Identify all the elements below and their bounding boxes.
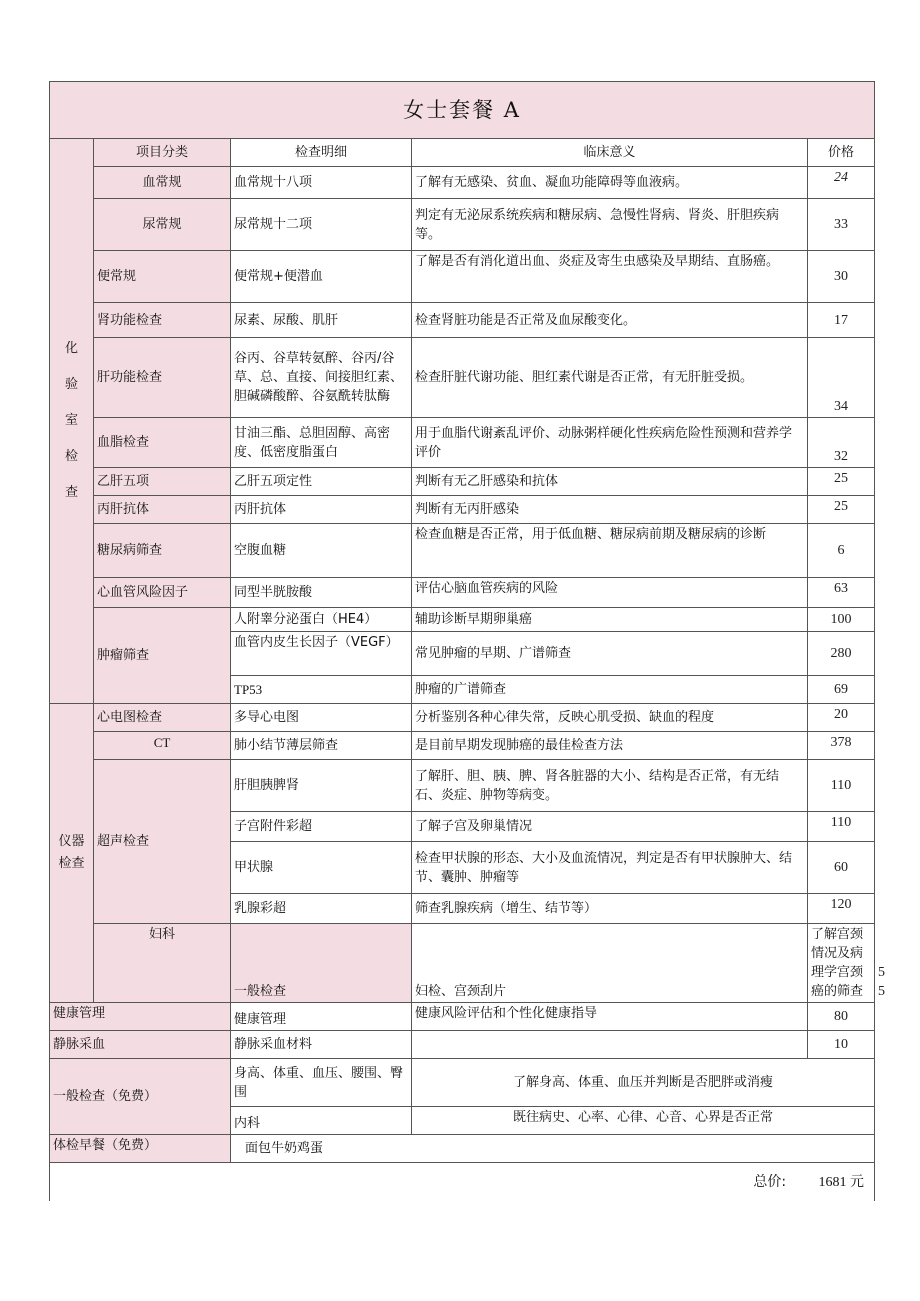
detail-cell: 子宫附件彩超 — [231, 812, 412, 842]
table-row — [50, 303, 875, 338]
table-row: 妇科 一般检查 妇检、宫颈刮片 了解宫颈情况及病理学宫颈癌的筛查 55 — [50, 924, 875, 1003]
detail-cell: 便常规+便潜血 — [231, 251, 412, 303]
header-category: 项目分类 — [94, 139, 231, 167]
category-cell: 血常规 — [94, 167, 231, 199]
table-row — [50, 704, 875, 732]
price-cell: 33 — [808, 199, 875, 251]
category-cell: 一般检查 — [231, 924, 412, 1003]
lab-group-char: 验 — [64, 377, 78, 392]
meaning-cell: 了解有无感染、贫血、凝血功能障碍等血液病。 — [412, 167, 808, 199]
detail-cell: 空腹血糖 — [231, 524, 412, 578]
total-row — [50, 1163, 875, 1202]
detail-cell: 人附睾分泌蛋白（HE4） — [231, 608, 412, 632]
price-cell: 100 — [808, 608, 875, 632]
table-row — [50, 760, 875, 812]
total-value: 1681 元 — [818, 1174, 864, 1190]
meaning-cell: 判断有无乙肝感染和抗体 — [412, 468, 808, 496]
table-row — [50, 468, 875, 496]
meaning-cell: 肿瘤的广谱筛查 — [412, 676, 808, 704]
breakfast-detail-cell: 面包牛奶鸡蛋 — [231, 1135, 875, 1163]
table-row — [50, 1135, 875, 1163]
meaning-cell: 检查甲状腺的形态、大小及血流情况，判定是否有甲状腺肿大、结节、囊肿、肿瘤等 — [412, 842, 808, 894]
detail-cell: 尿常规十二项 — [231, 199, 412, 251]
instrument-group-line: 仪器 — [58, 834, 85, 849]
lab-group-cell — [50, 139, 94, 704]
package-sheet — [49, 81, 885, 1201]
price-cell: 24 — [808, 167, 875, 199]
page-title: 女士套餐 A — [50, 82, 875, 139]
table-row — [50, 608, 875, 632]
header-detail: 检查明细 — [231, 139, 412, 167]
category-cell: 心血管风险因子 — [94, 578, 231, 608]
category-cell: 便常规 — [94, 251, 231, 303]
detail-cell: 甘油三酯、总胆固醇、高密度、低密度脂蛋白 — [231, 418, 412, 468]
meaning-cell — [412, 1031, 808, 1059]
total-cell — [50, 1163, 875, 1202]
gyn-group-cell: 妇科 — [94, 924, 231, 1003]
price-cell: 34 — [808, 338, 875, 418]
category-cell: 超声检查 — [94, 760, 231, 924]
detail-cell: 身高、体重、血压、腰围、臀围 — [231, 1059, 412, 1107]
lab-group-char: 检 — [64, 449, 78, 464]
meaning-cell: 检查血糖是否正常，用于低血糖、糖尿病前期及糖尿病的诊断 — [412, 524, 808, 578]
total-label: 总价: — [753, 1173, 787, 1190]
detail-cell: 丙肝抗体 — [231, 496, 412, 524]
table-row — [50, 199, 875, 251]
price-cell: 378 — [808, 732, 875, 760]
meaning-cell: 常见肿瘤的早期、广谱筛查 — [412, 632, 808, 676]
price-cell: 110 — [808, 812, 875, 842]
category-cell: 丙肝抗体 — [94, 496, 231, 524]
price-cell: 20 — [808, 704, 875, 732]
detail-cell: 多导心电图 — [231, 704, 412, 732]
meaning-cell: 判定有无泌尿系统疾病和糖尿病、急慢性肾病、肾炎、肝胆疾病等。 — [412, 199, 808, 251]
category-cell: 糖尿病筛查 — [94, 524, 231, 578]
detail-cell: 乙肝五项定性 — [231, 468, 412, 496]
detail-cell: 谷丙、谷草转氨醉、谷丙/谷草、总、直接、间接胆红素、胆碱磷酸醉、谷氨酰转肽酶 — [231, 338, 412, 418]
table-row — [50, 496, 875, 524]
meaning-cell: 检查肾脏功能是否正常及血尿酸变化。 — [412, 303, 808, 338]
table-row — [50, 251, 875, 303]
meaning-cell: 筛查乳腺疾病（增生、结节等） — [412, 894, 808, 924]
lab-group-char: 室 — [64, 413, 78, 428]
meaning-cell: 既往病史、心率、心律、心音、心界是否正常 — [412, 1107, 875, 1135]
meaning-cell: 了解子宫及卵巢情况 — [412, 812, 808, 842]
price-cell: 280 — [808, 632, 875, 676]
package-table — [49, 81, 885, 1201]
category-cell: CT — [94, 732, 231, 760]
table-row — [50, 578, 875, 608]
detail-cell: 甲状腺 — [231, 842, 412, 894]
price-cell: 10 — [808, 1031, 875, 1059]
table-row — [50, 167, 875, 199]
price-cell: 32 — [808, 418, 875, 468]
meaning-cell: 了解肝、胆、胰、脾、肾各脏器的大小、结构是否正常，有无结石、炎症、肿物等病变。 — [412, 760, 808, 812]
detail-cell: 内科 — [231, 1107, 412, 1135]
detail-cell: 血常规十八项 — [231, 167, 412, 199]
detail-cell: 乳腺彩超 — [231, 894, 412, 924]
category-cell: 心电图检查 — [94, 704, 231, 732]
price-cell: 120 — [808, 894, 875, 924]
price-cell: 25 — [808, 468, 875, 496]
table-row — [50, 732, 875, 760]
category-cell: 肝功能检查 — [94, 338, 231, 418]
detail-cell: 妇检、宫颈刮片 — [412, 924, 808, 1003]
breakfast-label-cell: 体检早餐（免费） — [50, 1135, 231, 1163]
detail-cell: TP53 — [231, 676, 412, 704]
price-cell: 6 — [808, 524, 875, 578]
header-row — [50, 139, 875, 167]
category-cell: 乙肝五项 — [94, 468, 231, 496]
lab-group-char: 化 — [64, 341, 78, 356]
detail-cell: 健康管理 — [231, 1003, 412, 1031]
price-cell: 17 — [808, 303, 875, 338]
instrument-group-cell — [50, 704, 94, 1003]
meaning-cell: 健康风险评估和个性化健康指导 — [412, 1003, 808, 1031]
detail-cell: 血管内皮生长因子（VEGF） — [231, 632, 412, 676]
table-row — [50, 418, 875, 468]
price-cell: 25 — [808, 496, 875, 524]
general-label-cell: 一般检查（免费） — [50, 1059, 231, 1135]
meaning-cell: 分析鉴别各种心律失常，反映心肌受损、缺血的程度 — [412, 704, 808, 732]
table-row — [50, 1031, 875, 1059]
lab-group-char: 查 — [64, 485, 78, 500]
meaning-cell: 检查肝脏代谢功能、胆红素代谢是否正常，有无肝脏受损。 — [412, 338, 808, 418]
table-row — [50, 1003, 875, 1031]
category-cell: 肿瘤筛查 — [94, 608, 231, 704]
health-label-cell: 健康管理 — [50, 1003, 231, 1031]
price-cell: 30 — [808, 251, 875, 303]
header-meaning: 临床意义 — [412, 139, 808, 167]
instrument-group-line: 检查 — [58, 856, 85, 871]
meaning-cell: 辅助诊断早期卵巢癌 — [412, 608, 808, 632]
detail-cell: 肺小结节薄层筛查 — [231, 732, 412, 760]
meaning-cell: 用于血脂代谢紊乱评价、动脉粥样硬化性疾病危险性预测和营养学评价 — [412, 418, 808, 468]
table-row — [50, 524, 875, 578]
category-cell: 肾功能检查 — [94, 303, 231, 338]
price-cell: 69 — [808, 676, 875, 704]
table-row — [50, 1059, 875, 1107]
category-cell: 血脂检查 — [94, 418, 231, 468]
detail-cell: 肝胆胰脾肾 — [231, 760, 412, 812]
meaning-cell: 了解宫颈情况及病理学宫颈癌的筛查 — [808, 924, 875, 1003]
category-cell: 尿常规 — [94, 199, 231, 251]
meaning-cell: 了解是否有消化道出血、炎症及寄生虫感染及早期结、直肠癌。 — [412, 251, 808, 303]
blood-label-cell: 静脉采血 — [50, 1031, 231, 1059]
price-cell: 80 — [808, 1003, 875, 1031]
detail-cell: 同型半胱胺酸 — [231, 578, 412, 608]
meaning-cell: 是目前早期发现肺癌的最佳检查方法 — [412, 732, 808, 760]
price-cell: 63 — [808, 578, 875, 608]
price-cell: 60 — [808, 842, 875, 894]
meaning-cell: 判断有无丙肝感染 — [412, 496, 808, 524]
detail-cell: 静脉采血材料 — [231, 1031, 412, 1059]
meaning-cell: 评估心脑血管疾病的风险 — [412, 578, 808, 608]
header-price: 价格 — [808, 139, 875, 167]
detail-cell: 尿素、尿酸、肌肝 — [231, 303, 412, 338]
price-cell: 110 — [808, 760, 875, 812]
table-row — [50, 338, 875, 418]
meaning-cell: 了解身高、体重、血压并判断是否肥胖或消瘦 — [412, 1059, 875, 1107]
